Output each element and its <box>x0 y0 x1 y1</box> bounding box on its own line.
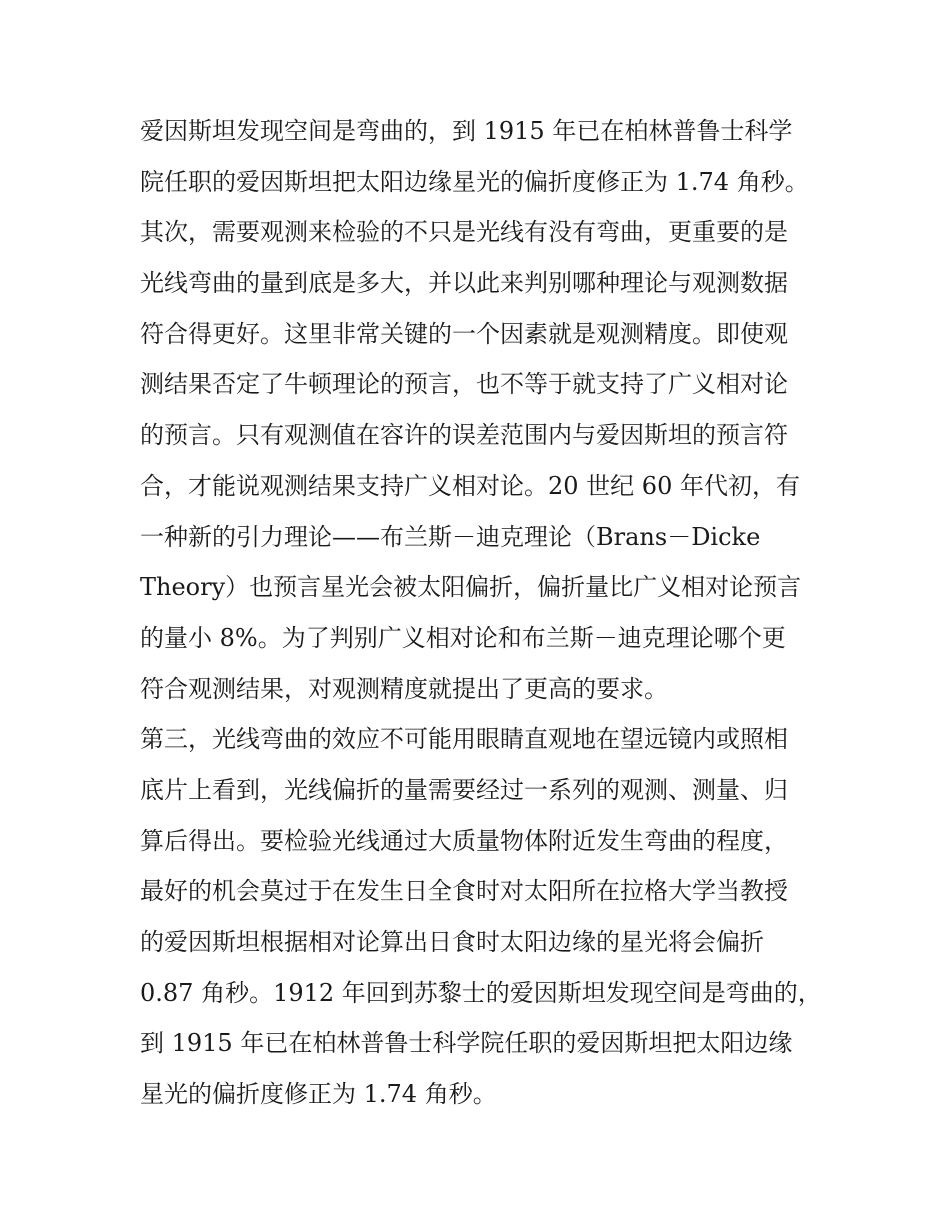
text-line: 符合得更好。这里非常关键的一个因素就是观测精度。即使观 <box>140 319 788 348</box>
body-text <box>140 106 820 1120</box>
text-line: 底片上看到，光线偏折的量需要经过一系列的观测、测量、归 <box>140 775 788 804</box>
text-line: 合，才能说观测结果支持广义相对论。20 世纪 60 年代初，有 <box>140 471 800 500</box>
text-line: Theory）也预言星光会被太阳偏折，偏折量比广义相对论预言 <box>140 573 802 602</box>
text-line: 的预言。只有观测值在容许的误差范围内与爱因斯坦的预言符 <box>140 421 788 450</box>
text-line: 算后得出。要检验光线通过大质量物体附近发生弯曲的程度， <box>140 826 788 855</box>
text-line: 的爱因斯坦根据相对论算出日食时太阳边缘的星光将会偏折 <box>140 928 764 956</box>
text-line: 第三，光线弯曲的效应不可能用眼睛直观地在望远镜内或照相 <box>140 725 788 754</box>
text-line: 院任职的爱因斯坦把太阳边缘星光的偏折度修正为 1.74 角秒。 <box>140 167 809 196</box>
text-line: 光线弯曲的量到底是多大，并以此来判别哪种理论与观测数据 <box>140 269 788 298</box>
text-line: 一种新的引力理论——布兰斯－迪克理论（Brans－Dicke <box>140 522 761 551</box>
text-line: 最好的机会莫过于在发生日全食时对太阳所在拉格大学当教授 <box>140 877 788 906</box>
text-line: 0.87 角秒。1912 年回到苏黎士的爱因斯坦发现空间是弯曲的， <box>140 978 822 1007</box>
text-line: 其次，需要观测来检验的不只是光线有没有弯曲，更重要的是 <box>140 218 788 247</box>
text-line: 符合观测结果，对观测精度就提出了更高的要求。 <box>140 674 668 703</box>
text-line: 的量小 8%。为了判别广义相对论和布兰斯－迪克理论哪个更 <box>140 623 786 652</box>
text-line: 爱因斯坦发现空间是弯曲的，到 1915 年已在柏林普鲁士科学 <box>140 117 793 145</box>
text-line: 到 1915 年已在柏林普鲁士科学院任职的爱因斯坦把太阳边缘 <box>140 1029 793 1058</box>
text-line: 星光的偏折度修正为 1.74 角秒。 <box>140 1080 497 1109</box>
text-line: 测结果否定了牛顿理论的预言，也不等于就支持了广义相对论 <box>140 370 788 399</box>
